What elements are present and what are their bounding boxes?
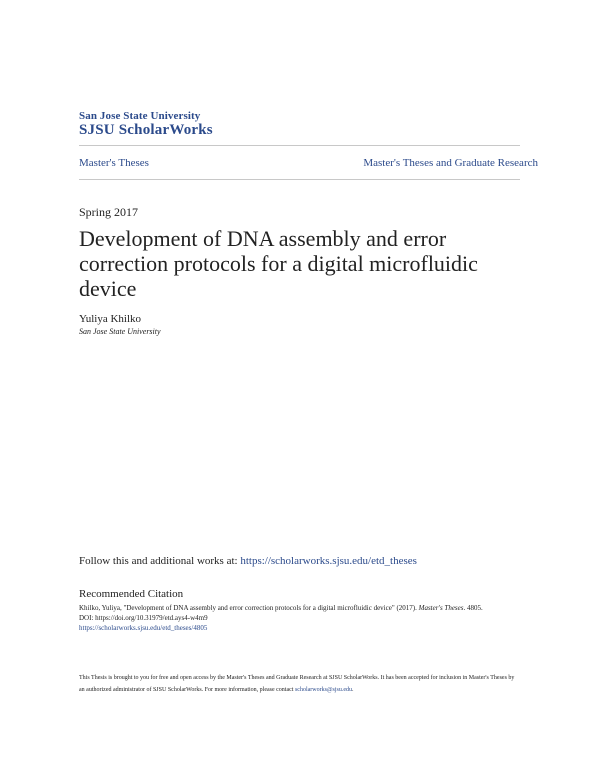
citation-heading: Recommended Citation [79, 588, 184, 600]
footer-email-link[interactable]: scholarworks@sjsu.edu [294, 687, 352, 693]
author-affiliation: San Jose State University [79, 327, 161, 336]
nav-link-masters-theses[interactable]: Master's Theses [79, 157, 149, 169]
header-divider-bottom [79, 179, 520, 180]
follow-text: Follow this and additional works at: [79, 555, 241, 567]
publication-date: Spring 2017 [79, 205, 139, 219]
repository-name[interactable]: SJSU ScholarWorks [79, 122, 213, 138]
citation-series: Master's Theses [418, 604, 464, 612]
footer-text: This Thesis is brought to you for free and open access by the Master's Theses and Graduate Research at SJSU ScholarWorks. It has been accepted for inclusion in Master's Theses by an authorized administrator of SJSU ScholarWorks. For more information, please contact [79, 675, 515, 693]
header-divider-top [79, 145, 520, 146]
citation-block [79, 603, 519, 633]
footer-end: . [352, 687, 354, 693]
follow-link[interactable]: https://scholarworks.sjsu.edu/etd_theses [240, 555, 417, 567]
citation-url[interactable]: https://scholarworks.sjsu.edu/etd_theses/4805 [79, 624, 208, 632]
footer-notice [79, 672, 521, 696]
citation-text: Khilko, Yuliya, "Development of DNA assembly and error correction protocols for a digital microfluidic device" (2017). [79, 604, 419, 612]
citation-doi: DOI: https://doi.org/10.31979/etd.ays4-w4m9 [79, 614, 208, 622]
university-name: San Jose State University [79, 110, 201, 122]
thesis-title: Development of DNA assembly and error correction protocols for a digital microfluidic device [79, 226, 478, 301]
author-name: Yuliya Khilko [79, 313, 142, 325]
nav-link-graduate-research[interactable]: Master's Theses and Graduate Research [363, 157, 538, 169]
citation-number: . 4805. [463, 604, 483, 612]
follow-line [79, 555, 417, 567]
